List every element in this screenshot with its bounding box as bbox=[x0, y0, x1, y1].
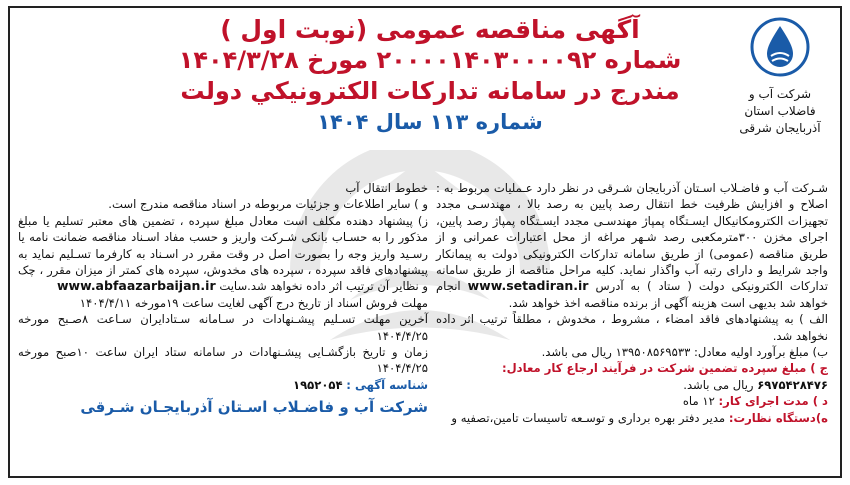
left-line1: خطوط انتقال آب bbox=[345, 181, 428, 195]
submission-deadline: آخرین مهلت تسـلیم پیشـنهادات در سـامانه سـتادایران سـاعت ۸صـبح مورخه ۱۴۰۴/۴/۲۵ bbox=[18, 312, 428, 343]
notice-title: آگهی مناقصه عمومی (نوبت اول ) bbox=[220, 15, 640, 44]
opening-date: زمان و تاریخ بازگشـایی پیشـنهادات در سامانه ستاد ایران ساعت ۱۰صبح مورخه ۱۴۰۴/۴/۲۵ bbox=[18, 345, 428, 376]
logo-text-line1: شرکت آب و bbox=[748, 87, 812, 101]
publication-number: شماره ۱۱۳ سال ۱۴۰۴ bbox=[317, 110, 543, 134]
water-drop-logo-icon bbox=[749, 16, 811, 78]
registry-line: مندرج در سامانه تدارکات الکترونیکي دولت bbox=[180, 77, 680, 105]
company-signature: شرکت آب و فاضـلاب اسـتان آذربایجـان شـرقی bbox=[80, 398, 428, 417]
notice-id: شناسه آگهی : ۱۹۵۲۰۵۴ bbox=[293, 377, 428, 392]
item-b: ب) مبلغ برآورد اولیه معادل: ۱۳۹۵۰۸۵۶۹۵۳۳ ریال می باشد. bbox=[541, 345, 828, 360]
item-c: ج ) مبلغ سپرده تضمین شرکت در فرآیند ارجاع کار معادل: ۶۹۷۵۴۲۸۴۷۶ ریال می باشد. bbox=[501, 361, 828, 392]
item-h: ه)دستگاه نظارت: مدیر دفتر بهره برداری و توسـعه تاسیسات تامین،تصفیه و bbox=[451, 410, 828, 425]
logo-text-line3: آذربایجان شرقی bbox=[739, 121, 821, 135]
document-sale-deadline: مهلت فروش اسناد از تاریخ درج آگهی لغایت ساعت ۱۹مورخه ۱۴۰۴/۴/۱۱ bbox=[79, 295, 428, 310]
item-d: د ) مدت اجرای کار: ۱۲ ماه bbox=[682, 394, 828, 409]
tender-number: شماره ۲۰۰۰۰۱۴۰۳۰۰۰۰۹۲ مورخ ۱۴۰۴/۳/۲۸ bbox=[178, 46, 682, 74]
company-logo bbox=[732, 16, 828, 137]
item-a: الف ) به پیشنهادهای فاقد امضاء ، مشروط ، مخدوش ، مطلقاً ترتیب اثر داده نخواهد شد. bbox=[436, 312, 828, 343]
item-v: و ) سایر اطلاعات و جزئیات مربوطه در اسناد مناقصه مندرج است. bbox=[108, 197, 428, 212]
deposit-amount: ۶۹۷۵۴۲۸۴۷۶ bbox=[757, 377, 828, 392]
setadiran-link[interactable]: www.setadiran.ir bbox=[467, 278, 589, 294]
item-z: ز) پیشنهاد دهنده مکلف است معادل مبلغ سپرده ، تضمین های معتبر تسلیم یا مبلغ مذکور را به حسـاب بانکی شـرکت واریز و حسب مفاد اسـناد مناقصه ضمانت نامه یا رسـید واریز وجه را بصورت اصل در وقت مقرر در اسـناد به کارفرما تسـلیم نماید به پیشنهادهای فاقد سپرده ، سپرده های مخدوش، سپرده های کمتر از میزان مقرر ، چک و نظایر آن ترتیب اثر داده نخواهد شد.سایت www.abfaazarbaijan.ir bbox=[18, 213, 428, 294]
logo-text-line2: فاضلاب استان bbox=[744, 104, 816, 118]
abfa-link[interactable]: www.abfaazarbaijan.ir bbox=[56, 278, 216, 294]
body-left-column bbox=[18, 180, 428, 416]
body-right-column bbox=[436, 180, 828, 426]
intro-paragraph: شـرکت آب و فاضـلاب اسـتان آذربایجان شـرقی در نظر دارد عـملیات مربوط به : اصلاح و افزایش ظرفیت خط انتقال رصد پایین به رصد بالا ، مهندسـی مجدد تجهیزات الکترومکانیکال ایسـتگاه پمپاژ مهندسـی مجدد ایسـتگاه پمپاژ رصد پایین، اجرای مخزن ۳۰۰مترمکعبی رصد شـهر مراغه از محل اعتبارات عمرانی و از طریق مناقصه (عمومی) از طریق سامانه تدارکات الکترونیکی دولت به پیمانکار واجد شرایط و دارای رتبه آب واگذار نماید. کلیه مراحل مناقصه از طریق سامانه تدارکات الکترونیکی دولت ( ستاد ) به آدرس www.setadiran.ir انجام خواهد شد بدیهی است هزینه آگهی از برنده مناقصه اخذ خواهد شد. bbox=[436, 181, 828, 310]
notice-header bbox=[150, 14, 710, 138]
